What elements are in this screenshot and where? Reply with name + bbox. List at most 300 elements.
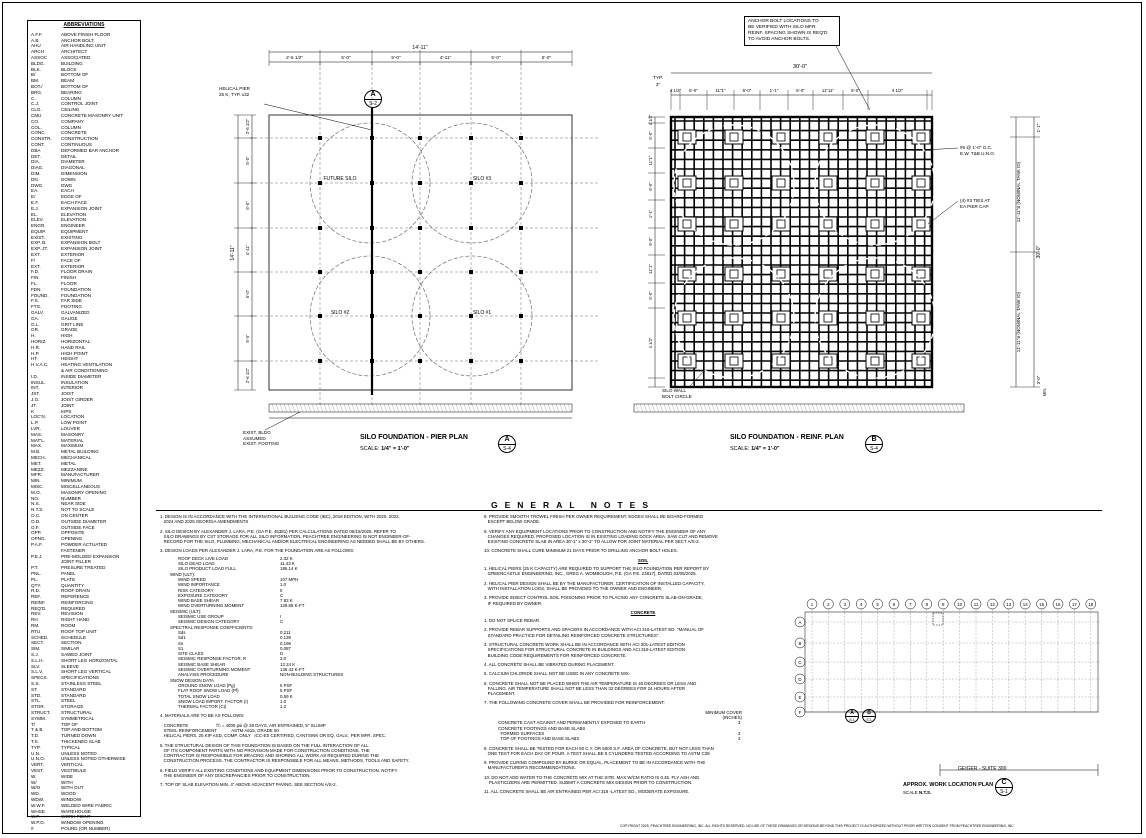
abbreviation-meaning: DOWN bbox=[61, 176, 76, 182]
load-value: 186.14 K bbox=[280, 566, 298, 572]
load-name: SPECTRAL RESPONSE COEFFICIENTS: bbox=[170, 624, 254, 630]
grid-column-label: 2 bbox=[827, 602, 830, 607]
hatch bbox=[732, 404, 735, 412]
hatch bbox=[392, 404, 395, 412]
abbreviation-key: H.R. bbox=[31, 344, 41, 350]
abbreviation-meaning: BOTTOM OF bbox=[61, 72, 89, 78]
hatch bbox=[916, 404, 919, 412]
abbreviation-key: JT. bbox=[31, 402, 37, 408]
note-item: 4. ALL CONCRETE SHALL BE VIBRATED DURING PLACEMENT. bbox=[484, 661, 615, 667]
load-name: RISK CATEGORY bbox=[178, 587, 214, 593]
abbreviation-meaning: ARCHITECT bbox=[61, 49, 88, 55]
abbreviation-key: W/ bbox=[31, 779, 37, 785]
abbreviation-key: E.F. bbox=[31, 199, 39, 205]
abbreviation-key: BRG. bbox=[31, 89, 43, 95]
abbreviation-meaning: SLEEVE bbox=[61, 663, 79, 669]
bubble-letter: B bbox=[863, 710, 875, 717]
abbreviation-meaning: WORK POINT bbox=[61, 814, 91, 820]
leader bbox=[836, 46, 870, 110]
abbreviation-key: DET. bbox=[31, 153, 41, 159]
abbreviation-key: W.P. bbox=[31, 814, 41, 820]
abbreviation-meaning: WOOD bbox=[61, 791, 76, 797]
dim-label: 6'-0" bbox=[648, 131, 653, 140]
hatch bbox=[468, 404, 471, 412]
helical-pier-note: HELICAL PIER 25 K, TYP. x32 bbox=[219, 86, 250, 97]
abbreviation-meaning: EDGE OF bbox=[61, 194, 82, 200]
abbreviation-key: WD. bbox=[31, 791, 40, 797]
abbreviation-key: WDW. bbox=[31, 796, 45, 802]
hatch bbox=[540, 404, 543, 412]
abbreviation-meaning: STANDARD bbox=[61, 686, 86, 692]
abbreviation-meaning: CEILING bbox=[61, 107, 80, 113]
location-ref-a-bubble[interactable] bbox=[845, 709, 859, 723]
load-value: I bbox=[280, 614, 282, 620]
note-item: CONCRETE f'c = 4000 psi @ 28 DAYS, AIR ENTRAINED, 5" SLUMP STEEL REINFORCEMENT ASTM A615, GRADE 60 HELICAL PIERS, 25 KIP ASD, COMP. ONLY ICC-ES CERTIFIED, CANTSINK OR EQ. GALV., PER MFR. SPEC. bbox=[163, 722, 387, 739]
grid-column-label: 13 bbox=[1006, 602, 1012, 607]
grid-row-label: A bbox=[798, 620, 802, 625]
hatch bbox=[340, 404, 343, 412]
load-name: SNOW LOAD IMPORT. FACTOR (I) bbox=[178, 698, 249, 704]
hatch bbox=[876, 404, 879, 412]
reinf-plan-scale bbox=[730, 446, 780, 452]
hatch bbox=[708, 404, 711, 412]
abbreviation-key: M.O. bbox=[31, 489, 41, 495]
hatch bbox=[292, 404, 295, 412]
abbreviation-meaning: FINISH bbox=[61, 275, 77, 281]
hatch bbox=[736, 404, 739, 412]
silo-work-area bbox=[933, 613, 943, 625]
note-item: 8. CONCRETE SHALL BE TESTED FOR EACH 50 C.Y. OR 5000 S.F. AREA OF CONCRETE, BUT NOT LESS THAN ONE TEST FOR EACH DAY OF POUR. A TEST SHALL BE 5 CYLINDERS TESTED ACCORDING TO ASTM C39. bbox=[484, 745, 714, 756]
abbreviation-key: MIN. bbox=[31, 478, 41, 484]
grid-row-label: F bbox=[798, 710, 802, 715]
hatch bbox=[316, 404, 319, 412]
bubble-sheet: S-1 bbox=[1000, 789, 1008, 795]
pier-cap-inner bbox=[777, 220, 785, 228]
abbreviation-meaning: REVISION bbox=[61, 611, 83, 617]
hatch bbox=[296, 404, 299, 412]
hatch bbox=[820, 404, 823, 412]
hatch bbox=[772, 404, 775, 412]
grid-column-label: 7 bbox=[909, 602, 912, 607]
abbreviation-meaning: ANCHOR BOLT bbox=[61, 37, 94, 43]
reinf-plan-scale-label: SCALE: bbox=[730, 446, 750, 452]
dim-label: 6'-0" bbox=[689, 88, 698, 93]
abbreviation-key: K bbox=[31, 408, 35, 414]
bubble-sheet: S-1 bbox=[866, 718, 872, 722]
abbreviation-meaning: MANUFACTURER bbox=[61, 472, 100, 478]
hatch bbox=[720, 404, 723, 412]
min-label: MIN. bbox=[1042, 387, 1047, 397]
hatch bbox=[944, 404, 947, 412]
abbreviation-meaning: MECHANICAL bbox=[61, 454, 92, 460]
load-name: SEISMIC OVERTURNING MOMENT bbox=[178, 667, 251, 673]
abbreviation-key: E.J. bbox=[31, 205, 39, 211]
abbreviation-meaning: EXTERIOR bbox=[61, 252, 85, 258]
load-name: WIND (ULT): bbox=[170, 571, 196, 577]
hatch bbox=[672, 404, 675, 412]
notes-middle-list bbox=[484, 514, 802, 554]
hatch bbox=[480, 404, 483, 412]
existing-building-note: EXIST. BLDG ASSUMED EXIST. FOOTING bbox=[243, 430, 280, 447]
note-item: 9. VERIFY ANY EQUIPMENT LOCATIONS PRIOR TO CONSTRUCTION AND NOTIFY THE ENGINEER OF ANY CHANGES REQUIRED. PROPOSED LOCATION IS IN EXISTING LOADING DOCK AREA. SAW CUT AND REMOVE EXISTING CONCRETE SLAB IN AREA 30'-1" x 30'-1" TO ALLOW FOR JOINT MATERIAL PER SECT A/S-2. bbox=[484, 528, 718, 545]
cover-value: 2 bbox=[738, 736, 741, 742]
hatch bbox=[408, 404, 411, 412]
pier-cap-inner bbox=[917, 133, 925, 141]
abbreviation-meaning: UNLESS NOTED bbox=[61, 750, 97, 756]
abbreviation-meaning: DWG bbox=[61, 182, 73, 188]
hatch bbox=[824, 404, 827, 412]
load-name: Ss bbox=[178, 640, 184, 646]
load-value: 1.2 bbox=[280, 704, 287, 710]
abbreviation-meaning: ROOF TOP UNIT bbox=[61, 628, 97, 634]
grid-column-label: 3 bbox=[843, 602, 847, 607]
dim-label: 11"11" bbox=[821, 88, 835, 93]
helical-pier-marker bbox=[418, 359, 422, 363]
abbreviation-key: S.L.H. bbox=[31, 657, 44, 663]
pier-plan-scale-value: 1/4" = 1'-0" bbox=[381, 446, 410, 452]
grid-column-label: 10 bbox=[957, 602, 963, 607]
location-ref-b-bubble[interactable] bbox=[862, 709, 876, 723]
pier-cap-inner bbox=[824, 314, 832, 322]
grid-row-label: C bbox=[798, 660, 802, 665]
load-name: S1 bbox=[178, 645, 184, 651]
helical-pier-marker bbox=[519, 314, 523, 318]
hatch bbox=[920, 404, 923, 412]
abbreviation-meaning: BLOCK bbox=[61, 66, 77, 72]
abbreviation-key: VERT. bbox=[31, 762, 44, 768]
grid-column-label: 16 bbox=[1055, 602, 1061, 607]
location-plan-bubble[interactable] bbox=[995, 778, 1013, 796]
abbreviation-meaning: FOUNDATION bbox=[61, 292, 92, 298]
abbreviation-key: TYP. bbox=[31, 744, 41, 750]
hatch bbox=[956, 404, 959, 412]
abbreviation-meaning: BOTTOM OF bbox=[61, 83, 89, 89]
load-name: SEISMIC DESIGN CATEGORY bbox=[178, 619, 240, 625]
abbreviation-meaning: ABOVE FINISH FLOOR bbox=[61, 31, 111, 37]
hatch bbox=[352, 404, 355, 412]
dim-label: 2'-6 1/2" bbox=[245, 118, 250, 135]
hatch bbox=[548, 404, 551, 412]
abbreviation-meaning: TOP OF bbox=[61, 721, 78, 727]
abbreviation-key: SCHED. bbox=[31, 634, 49, 640]
helical-pier-marker bbox=[318, 181, 322, 185]
note-item: 3. DESIGN LOADS PER ALEXANDER J. LARA, P.E. FOR THE FOUNDATION ARE AS FOLLOWS: bbox=[160, 548, 355, 554]
abbreviation-meaning: GRIT LINE bbox=[61, 321, 84, 327]
abbreviation-meaning: JOIST GIRDER bbox=[61, 397, 94, 402]
dim-label: 11"1" bbox=[715, 88, 726, 93]
abbreviation-meaning: CONCRETE bbox=[61, 130, 87, 136]
hatch bbox=[272, 404, 275, 412]
abbreviation-key: ELEV. bbox=[31, 217, 44, 223]
hatch bbox=[680, 404, 683, 412]
hatch bbox=[320, 404, 323, 412]
load-value: D bbox=[280, 651, 284, 657]
abbreviation-key: QTY. bbox=[31, 582, 42, 588]
abbreviation-key: E/ bbox=[31, 194, 36, 200]
pier-plan-scale bbox=[360, 446, 410, 452]
abbreviation-key: T & B bbox=[31, 727, 43, 733]
abbreviation-meaning: METAL BUILDING bbox=[61, 449, 99, 455]
bubble-letter: A bbox=[846, 710, 858, 717]
hatch bbox=[312, 404, 315, 412]
load-name: ROOF DECK LIVE LOAD bbox=[178, 555, 229, 561]
bubble-letter: A bbox=[499, 436, 515, 445]
dim-label: 6'-0" bbox=[648, 182, 653, 191]
bubble-letter: C bbox=[996, 779, 1012, 788]
abbreviation-meaning: INSIDE DIAMETER bbox=[61, 373, 102, 379]
cover-condition: FORMED SURFACES bbox=[498, 730, 545, 736]
note-item: 5. CALCIUM CHLORIDE SHALL NOT BE USED IN ANY CONCRETE MIX. bbox=[484, 671, 631, 677]
load-value: 12.24 K bbox=[280, 661, 296, 667]
load-value: 3.0 bbox=[280, 656, 287, 662]
load-value: 0.196 bbox=[280, 640, 291, 646]
abbreviation-key: EQUIP. bbox=[31, 228, 46, 234]
hatch bbox=[460, 404, 463, 412]
hatch bbox=[836, 404, 839, 412]
abbreviation-key: T/ bbox=[31, 721, 36, 727]
abbreviation-key: FDN. bbox=[31, 286, 42, 292]
dim-label: 5'-0" bbox=[245, 156, 250, 165]
pier-cap-inner bbox=[824, 179, 832, 187]
abbreviation-key: SIM. bbox=[31, 646, 41, 652]
hatch bbox=[796, 404, 799, 412]
hatch bbox=[644, 404, 647, 412]
abbreviation-key: T.D. bbox=[31, 733, 40, 739]
pier-cap-inner bbox=[730, 270, 738, 278]
concrete-notes-after-list bbox=[484, 746, 802, 795]
hatch bbox=[484, 404, 487, 412]
dim-overall-label: 30'-0" bbox=[792, 64, 808, 70]
abbreviation-key: W.W.F. bbox=[31, 802, 46, 808]
abbreviation-meaning: VESTIBULE bbox=[61, 768, 87, 773]
hatch bbox=[704, 404, 707, 412]
abbreviation-key: DIAG. bbox=[31, 165, 44, 171]
hatch bbox=[860, 404, 863, 412]
hatch bbox=[880, 404, 883, 412]
dim-label: 4'-11" bbox=[439, 55, 452, 60]
concrete-heading: CONCRETE bbox=[630, 609, 656, 615]
pier-cap-inner bbox=[683, 357, 691, 365]
abbreviation-key: R.D. bbox=[31, 588, 41, 594]
pier-cap-inner bbox=[917, 314, 925, 322]
abbreviation-meaning: WINDOW bbox=[61, 796, 82, 802]
hatch bbox=[380, 404, 383, 412]
grid-row-label: D bbox=[798, 677, 802, 682]
abbreviation-key: LVR. bbox=[31, 425, 41, 431]
abbreviation-meaning: CONTINUOUS bbox=[61, 141, 92, 147]
abbreviation-meaning: EACH bbox=[61, 188, 74, 194]
abbreviation-key: HORIZ. bbox=[31, 339, 47, 345]
helical-pier-marker bbox=[469, 136, 473, 140]
abbreviation-key: FTG. bbox=[31, 304, 42, 310]
hatch bbox=[896, 404, 899, 412]
general-notes-title: GENERAL NOTES bbox=[490, 500, 656, 510]
design-loads-list bbox=[160, 556, 478, 710]
hatch bbox=[276, 404, 279, 412]
hatch bbox=[396, 404, 399, 412]
hatch bbox=[532, 404, 535, 412]
abbreviation-key: JST. bbox=[31, 391, 40, 397]
hatch bbox=[868, 404, 871, 412]
hatch bbox=[908, 404, 911, 412]
reinf-plan-scale-value: 1/4" = 1'-0" bbox=[751, 446, 780, 452]
abbreviation-key: BLK. bbox=[31, 66, 41, 72]
hatch bbox=[332, 404, 335, 412]
load-name: GROUND SNOW LOAD (Pg) bbox=[178, 682, 236, 688]
cover-header: MINIMUM COVER (INCHES) bbox=[705, 709, 742, 721]
note-item: 1. DESIGN IS IN ACCORDANCE WITH THE INTERNATIONAL BUILDING CODE (IBC), 2018 EDITION, WITH 2020, 2022, 2024 AND 2025 GEORGIA AMENDMENTS bbox=[160, 514, 400, 525]
abbreviation-meaning: ELEVATION bbox=[61, 211, 87, 217]
location-plan-scale bbox=[903, 790, 931, 795]
abbreviation-meaning: MASONRY bbox=[61, 431, 85, 437]
abbreviation-meaning: HIGH bbox=[61, 333, 73, 339]
abbreviation-meaning: VERTICAL bbox=[61, 762, 84, 768]
abbreviation-key: STRUCT. bbox=[31, 710, 51, 716]
abbreviation-meaning: POWDER ACTUATED bbox=[61, 541, 108, 547]
hatch bbox=[652, 404, 655, 412]
abbreviation-key: T.S. bbox=[31, 739, 39, 745]
load-value: 0.087 bbox=[280, 645, 291, 651]
helical-pier-marker bbox=[418, 270, 422, 274]
hatch bbox=[816, 404, 819, 412]
hatch bbox=[812, 404, 815, 412]
hatch bbox=[512, 404, 515, 412]
bubble-sheet: S-1 bbox=[849, 718, 855, 722]
abbreviation-key: EA. bbox=[31, 188, 39, 194]
helical-pier-marker bbox=[318, 270, 322, 274]
note-item: 6. CONCRETE SHALL NOT BE PLACED WHEN THE AIR TEMPERATURE IS 40 DEGREES OR LESS AND FALLING. AIR TEMPERATURE SHALL NOT BE LESS THAN 32 DEGREES FOR 24 HOURS AFTER PLACEMENT. bbox=[484, 680, 697, 697]
abbreviation-meaning: TOP AND BOTTOM bbox=[61, 727, 102, 733]
pier-cap-inner bbox=[683, 179, 691, 187]
note-item: 3. PROVIDE INSECT CONTROL SOIL POISONING PRIOR TO PLACING ANY CONCRETE SLAB-ON-GRADE, IF REQUIRED BY OWNER. bbox=[484, 595, 703, 606]
abbreviation-key: MET. bbox=[31, 460, 42, 466]
hatch bbox=[728, 404, 731, 412]
dim-label: 11"1" bbox=[648, 264, 653, 274]
hatch bbox=[756, 404, 759, 412]
hatch bbox=[888, 404, 891, 412]
abbreviation-meaning: LOCATION bbox=[61, 414, 85, 420]
abbreviation-meaning: WIDE bbox=[61, 773, 73, 779]
abbreviation-key: WHSE. bbox=[31, 808, 47, 814]
dim-label: 6'-0" bbox=[648, 291, 653, 300]
abbreviation-meaning: CONSTRUCTION bbox=[61, 136, 99, 142]
hatch bbox=[940, 404, 943, 412]
abbreviation-key: O.C. bbox=[31, 512, 41, 518]
hatch bbox=[420, 404, 423, 412]
abbreviation-meaning: KIPS bbox=[61, 408, 72, 414]
abbreviation-meaning: OUTSIDE DIAMETER bbox=[61, 518, 107, 524]
abbreviation-meaning: CONCRETE MASONRY UNIT bbox=[61, 112, 124, 118]
section-bubble[interactable] bbox=[364, 90, 382, 108]
abbreviation-key: P.T. bbox=[31, 565, 39, 571]
abbreviation-meaning: JOIST bbox=[61, 391, 75, 397]
abbreviation-meaning: GAUGE bbox=[61, 315, 78, 321]
cover-condition: CONCRETE CAST AGAINST AND PERMANENTLY EXPOSED TO EARTH bbox=[498, 720, 646, 726]
load-name: SEISMIC USE GROUP bbox=[178, 614, 224, 620]
dim-label: 5'-0" bbox=[245, 334, 250, 343]
abbreviation-meaning: HEATING VENTILATION bbox=[61, 362, 113, 368]
abbreviation-key: W.P.O. bbox=[31, 820, 45, 826]
abbreviation-key: CONC. bbox=[31, 130, 46, 136]
abbreviation-key: C. bbox=[31, 95, 36, 101]
load-name: SEISMIC (ULT): bbox=[170, 608, 202, 614]
note-item: 5. THE STRUCTURAL DESIGN OF THIS FOUNDATION IS BASED ON THE FULL INTERACTION OF ALL OF ITS COMPONENT PARTS WITH NO PROVISION MADE FOR CONSTRUCTION CONDITIONS. THE CONTRACTOR IS RESPONSIBLE FOR BRACING AND SHORING ALL WORK AS REQUIRED DURING THE CONSTRUCTION PROCESS. THE CONTRACTOR IS RESPONSIBLE FOR ALL MEANS, METHODS, TOOLS AND SAFETY. bbox=[160, 742, 410, 764]
hatch bbox=[500, 404, 503, 412]
abbreviation-meaning: STEEL bbox=[61, 698, 76, 704]
dim-label: 1'-1" bbox=[1036, 123, 1041, 133]
abbreviation-key: SYMM. bbox=[31, 715, 47, 721]
hatch bbox=[776, 404, 779, 412]
abbreviation-key: SLV. bbox=[31, 663, 41, 669]
hatch bbox=[900, 404, 903, 412]
helical-pier-marker bbox=[519, 270, 523, 274]
hatch bbox=[360, 404, 363, 412]
abbreviation-key: H. bbox=[31, 333, 36, 339]
hatch bbox=[848, 404, 851, 412]
dim-label: 5'-0" bbox=[245, 289, 250, 299]
abbreviation-meaning: WINDOW OPENING bbox=[61, 820, 104, 826]
abbreviation-meaning: GRADE bbox=[61, 327, 78, 333]
abbreviation-meaning: WITH bbox=[61, 779, 73, 785]
hatch bbox=[376, 404, 379, 412]
note-item: 1. DO NOT SPLICE REBAR. bbox=[484, 618, 541, 624]
pier-plan-title: SILO FOUNDATION - PIER PLAN bbox=[360, 434, 468, 441]
abbreviation-meaning: STANDARD bbox=[61, 692, 86, 698]
hatch bbox=[536, 404, 539, 412]
load-name: WIND BASE SHEAR bbox=[178, 598, 219, 604]
abbreviation-key: SECT. bbox=[31, 640, 45, 646]
hatch bbox=[804, 404, 807, 412]
abbreviation-meaning: INSULATION bbox=[61, 379, 89, 385]
abbreviation-key: CMU bbox=[31, 112, 42, 118]
general-notes-left bbox=[160, 514, 478, 792]
abbreviation-key: F.S. bbox=[31, 298, 39, 304]
abbreviation-key: HT. bbox=[31, 356, 38, 362]
hatch bbox=[412, 404, 415, 412]
dim-overall-label: 14'-11" bbox=[412, 45, 428, 51]
pier-plan-scale-label: SCALE: bbox=[360, 446, 380, 452]
load-value: 136.43 K-FT bbox=[280, 667, 305, 673]
abbreviation-meaning: LOW POINT bbox=[61, 420, 87, 426]
abbreviation-key: L.P. bbox=[31, 420, 39, 426]
hatch bbox=[740, 404, 743, 412]
hatch bbox=[372, 404, 375, 412]
bubble-sheet: S-4 bbox=[503, 446, 511, 452]
hatch bbox=[436, 404, 439, 412]
reinf-plan-detail-bubble[interactable] bbox=[865, 435, 883, 453]
abbreviation-meaning: ROOM bbox=[61, 623, 76, 629]
abbreviation-meaning: OPPOSITE bbox=[61, 530, 85, 536]
bubble-sheet: S-4 bbox=[870, 446, 878, 452]
abbreviation-meaning: STAINLESS STEEL bbox=[61, 681, 102, 687]
hatch bbox=[492, 404, 495, 412]
pier-plan-detail-bubble[interactable] bbox=[498, 435, 516, 453]
pier-cap-inner bbox=[777, 179, 785, 187]
hatch bbox=[948, 404, 951, 412]
abbreviation-key: MEZZ. bbox=[31, 466, 45, 472]
abbreviation-key: RTU bbox=[31, 628, 41, 634]
grid-column-label: 17 bbox=[1071, 602, 1077, 607]
abbreviation-key: F/ bbox=[31, 257, 36, 263]
hatch bbox=[428, 404, 431, 412]
hatch bbox=[564, 404, 567, 412]
hatch bbox=[496, 404, 499, 412]
hatch bbox=[852, 404, 855, 412]
hatch bbox=[904, 404, 907, 412]
dim-label: 5'-0" bbox=[245, 201, 250, 210]
soil-heading: SOIL bbox=[637, 557, 649, 563]
abbreviation-meaning: OUTSIDE FACE bbox=[61, 524, 95, 530]
